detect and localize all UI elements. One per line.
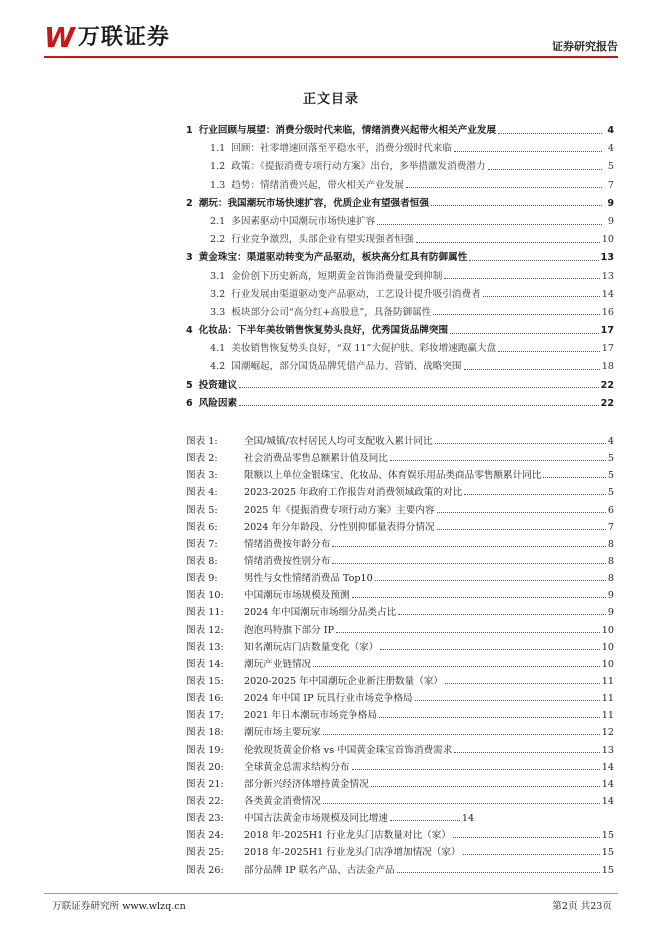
figure-title: 全国/城镇/农村居民人均可支配收入累计同比 <box>244 436 433 447</box>
figure-page: 4 <box>607 436 614 447</box>
figure-label: 图表 10: <box>186 590 224 602</box>
figure-entry[interactable] <box>186 793 614 810</box>
figure-title: 伦敦现货黄金价格 vs 中国黄金珠宝首饰消费需求 <box>244 744 453 756</box>
figure-page: 9 <box>607 590 614 602</box>
figure-entry[interactable] <box>186 742 614 759</box>
figure-entry[interactable] <box>186 776 614 793</box>
dot-leader <box>483 288 600 297</box>
footer-divider <box>44 893 618 894</box>
figure-title: 2025 年《提振消费专项行动方案》主要内容 <box>244 504 435 516</box>
dot-leader <box>332 555 606 564</box>
dot-leader <box>488 161 603 170</box>
toc-page: 9 <box>607 215 614 227</box>
figure-entry[interactable] <box>186 862 614 879</box>
figure-label: 图表 20: <box>186 761 224 773</box>
footer-source: 万联证券研究所 www.wlzq.cn <box>52 901 186 912</box>
toc-subsection[interactable] <box>186 340 614 358</box>
figure-title: 中国古法黄金市场规模及同比增速 <box>244 813 388 825</box>
figure-title: 2021 年日本潮玩市场竞争格局 <box>244 710 377 722</box>
dot-leader <box>239 379 599 388</box>
figure-title: 限额以上单位金银珠宝、化妆品、体育娱乐用品类商品零售额累计同比 <box>244 470 542 482</box>
figure-title: 潮玩产业链情况 <box>244 658 312 670</box>
dot-leader <box>444 270 599 279</box>
figure-page: 14 <box>601 795 614 807</box>
toc-page: 13 <box>601 270 614 282</box>
dot-leader <box>453 829 600 838</box>
figure-page: 8 <box>607 555 614 567</box>
figure-page: 15 <box>601 864 614 876</box>
toc-section[interactable] <box>186 122 614 140</box>
company-logo <box>44 21 170 54</box>
figure-label: 图表 5: <box>186 504 218 516</box>
logo-mark: W <box>44 21 74 54</box>
figure-label: 图表 19: <box>186 744 224 756</box>
toc-number: 4.2 <box>210 361 226 373</box>
figure-page: 11 <box>601 710 614 722</box>
dot-leader <box>416 234 600 243</box>
figure-entry[interactable] <box>186 587 614 604</box>
toc-subsection[interactable] <box>186 213 614 231</box>
toc-section[interactable] <box>186 377 614 395</box>
toc-page: 18 <box>601 361 614 373</box>
toc-page: 14 <box>601 288 614 300</box>
figure-entry[interactable] <box>186 827 614 844</box>
figure-page: 10 <box>601 658 614 670</box>
toc-subsection[interactable] <box>186 158 614 176</box>
figure-page: 8 <box>607 573 614 585</box>
toc-text: 回顾：社零增速回落至平稳水平，消费分级时代来临 <box>231 143 452 155</box>
toc-number: 4 <box>186 325 193 337</box>
toc-text: 政策：《提振消费专项行动方案》出台，多举措激发消费潜力 <box>231 161 486 173</box>
figure-entry[interactable] <box>186 810 614 827</box>
figure-title: 2020-2025 年中国潮玩企业新注册数量（家） <box>244 675 444 687</box>
dot-leader <box>379 709 600 718</box>
toc-section[interactable] <box>186 322 614 340</box>
figure-label: 图表 8: <box>186 555 218 567</box>
dot-leader <box>433 306 599 315</box>
dot-leader <box>543 469 605 478</box>
figure-entry[interactable] <box>186 707 614 724</box>
figure-title: 部分品牌 IP 联名产品、古法金产品 <box>244 864 395 876</box>
dot-leader <box>323 726 600 735</box>
figure-label: 图表 4: <box>186 487 218 499</box>
figure-entry[interactable] <box>186 502 614 519</box>
figure-label: 图表 22: <box>186 795 224 807</box>
figure-title: 2024 年分年龄段、分性别抑郁量表得分情况 <box>244 521 435 533</box>
figure-list <box>186 433 614 879</box>
toc-page: 7 <box>607 179 614 191</box>
figure-title: 2018 年-2025H1 行业龙头门店数量对比（家） <box>244 830 451 842</box>
toc-text: 化妆品：下半年美妆销售恢复势头良好，优秀国货品牌突围 <box>198 325 449 337</box>
figure-entry[interactable] <box>186 639 614 656</box>
figure-title: 男性与女性情绪消费品 Top10 <box>244 573 373 585</box>
toc-text: 国潮崛起，部分国货品牌凭借产品力、营销、战略突围 <box>231 361 462 373</box>
toc-page: 13 <box>600 252 614 264</box>
toc-number: 1.3 <box>210 179 226 191</box>
toc-page: 4 <box>607 143 614 155</box>
dot-leader <box>352 761 600 770</box>
dot-leader <box>397 864 600 873</box>
figure-page: 7 <box>607 521 614 533</box>
toc-text: 行业竞争激烈，头部企业有望实现强者恒强 <box>231 234 414 246</box>
toc-text: 趋势：情绪消费兴起，带火相关产业发展 <box>231 179 404 191</box>
dot-leader <box>371 778 600 787</box>
figure-page: 10 <box>601 641 614 653</box>
toc-text: 美妆销售恢复势头良好，“双 11”大促护肤、彩妆增速跑赢大盘 <box>231 343 497 355</box>
toc-text: 风险因素 <box>198 397 238 409</box>
toc-text: 金价创下历史新高，短期黄金首饰消费量受到抑制 <box>231 270 443 282</box>
dot-leader <box>336 624 600 633</box>
figure-title: 情绪消费按性别分布 <box>244 555 331 567</box>
toc-number: 3.1 <box>210 270 226 282</box>
dot-leader <box>464 486 606 495</box>
figure-label: 图表 2: <box>186 453 218 465</box>
figure-title: 2018 年-2025H1 行业龙头门店净增加情况（家） <box>244 847 461 859</box>
dot-leader <box>380 641 599 650</box>
dot-leader <box>437 504 606 513</box>
toc-text: 潮玩：我国潮玩市场快速扩容，优质企业有望强者恒强 <box>198 197 429 209</box>
figure-title: 中国潮玩市场规模及预测 <box>244 590 350 602</box>
dot-leader <box>464 361 600 370</box>
dot-leader <box>454 143 602 152</box>
figure-label: 图表 7: <box>186 538 218 550</box>
figure-page: 6 <box>607 504 614 516</box>
figure-entry[interactable] <box>186 450 614 467</box>
dot-leader <box>375 572 606 581</box>
figure-label: 图表 1: <box>186 436 218 447</box>
toc-section[interactable] <box>186 395 614 413</box>
toc-page: 4 <box>607 125 614 136</box>
figure-label: 图表 12: <box>186 624 224 636</box>
figure-entry[interactable] <box>186 844 614 861</box>
toc-title: 正文目录 <box>302 92 359 107</box>
dot-leader <box>390 452 606 461</box>
figure-entry[interactable] <box>186 553 614 570</box>
dot-leader <box>469 252 598 261</box>
toc-number: 3.2 <box>210 288 226 300</box>
toc-page: 22 <box>600 379 614 391</box>
figure-label: 图表 3: <box>186 470 218 482</box>
figure-label: 图表 14: <box>186 658 224 670</box>
toc-subsection[interactable] <box>186 268 614 286</box>
figure-entry[interactable] <box>186 759 614 776</box>
figure-page: 12 <box>601 727 614 739</box>
figure-title: 2023-2025 年政府工作报告对消费领域政策的对比 <box>244 487 463 499</box>
toc-page: 17 <box>600 325 614 337</box>
figure-label: 图表 16: <box>186 693 224 705</box>
figure-label: 图表 11: <box>186 607 224 619</box>
figure-label: 图表 24: <box>186 830 224 842</box>
figure-entry[interactable] <box>186 622 614 639</box>
dot-leader <box>406 179 602 188</box>
toc-subsection[interactable] <box>186 304 614 322</box>
dot-leader <box>390 812 460 821</box>
figure-page: 5 <box>607 487 614 499</box>
figure-title: 知名潮玩店门店数量变化（家） <box>244 641 379 653</box>
toc-text: 板块部分公司“高分红+高股息”，具备防御属性 <box>231 306 432 318</box>
toc-number: 2.2 <box>210 234 226 246</box>
toc-number: 3.3 <box>210 306 226 318</box>
figure-label: 图表 15: <box>186 675 224 687</box>
table-of-contents <box>186 122 614 413</box>
figure-title: 情绪消费按年龄分布 <box>244 538 331 550</box>
toc-number: 6 <box>186 397 193 409</box>
dot-leader <box>450 325 599 334</box>
figure-page: 14 <box>601 778 614 790</box>
toc-page: 16 <box>601 306 614 318</box>
dot-leader <box>435 435 606 444</box>
figure-title: 全球黄金总需求结构分布 <box>244 761 350 773</box>
figure-entry[interactable] <box>186 724 614 741</box>
toc-page: 5 <box>607 161 614 173</box>
figure-page: 5 <box>607 470 614 482</box>
dot-leader <box>323 795 600 804</box>
report-type: 证券研究报告 <box>552 40 618 53</box>
toc-number: 2.1 <box>210 215 226 227</box>
dot-leader <box>239 397 599 406</box>
figure-entry[interactable] <box>186 656 614 673</box>
toc-subsection[interactable] <box>186 286 614 304</box>
figure-title: 2024 年中国 IP 玩具行业市场竞争格局 <box>244 693 413 705</box>
toc-page: 10 <box>601 234 614 246</box>
dot-leader <box>398 606 606 615</box>
figure-page: 14 <box>601 761 614 773</box>
toc-subsection[interactable] <box>186 177 614 195</box>
dot-leader <box>377 216 602 225</box>
toc-number: 4.1 <box>210 343 226 355</box>
figure-label: 图表 18: <box>186 727 224 739</box>
figure-title: 部分新兴经济体增持黄金情况 <box>244 778 369 790</box>
figure-label: 图表 21: <box>186 778 224 790</box>
figure-entry[interactable] <box>186 467 614 484</box>
figure-title: 社会消费品零售总额累计值及同比 <box>244 453 388 465</box>
figure-page: 9 <box>607 607 614 619</box>
figure-entry[interactable] <box>186 570 614 587</box>
toc-text: 多因素驱动中国潮玩市场快速扩容 <box>231 215 376 227</box>
toc-text: 行业发展由渠道驱动变产品驱动，工艺设计提升吸引消费者 <box>231 288 481 300</box>
toc-number: 1 <box>186 125 193 136</box>
figure-page: 8 <box>607 538 614 550</box>
toc-number: 1.2 <box>210 161 226 173</box>
toc-number: 3 <box>186 252 193 264</box>
figure-title: 2024 年中国潮玩市场细分品类占比 <box>244 607 397 619</box>
logo-text: 万联证券 <box>77 25 170 50</box>
page-header <box>0 0 662 62</box>
toc-page: 22 <box>600 397 614 409</box>
dot-leader <box>463 846 600 855</box>
toc-number: 1.1 <box>210 143 226 155</box>
toc-section[interactable] <box>186 249 614 267</box>
figure-title: 泡泡玛特旗下部分 IP <box>244 624 335 636</box>
dot-leader <box>454 744 599 753</box>
dot-leader <box>313 658 600 667</box>
figure-title: 各类黄金消费情况 <box>244 795 321 807</box>
figure-page: 10 <box>601 624 614 636</box>
figure-label: 图表 9: <box>186 573 218 585</box>
toc-text: 投资建议 <box>198 379 238 391</box>
toc-subsection[interactable] <box>186 358 614 376</box>
figure-entry[interactable] <box>186 484 614 501</box>
page-number: 第2页 共23页 <box>552 901 612 912</box>
figure-entry[interactable] <box>186 673 614 690</box>
figure-entry[interactable] <box>186 604 614 621</box>
figure-page: 11 <box>601 675 614 687</box>
dot-leader <box>415 692 600 701</box>
figure-label: 图表 26: <box>186 864 224 876</box>
toc-number: 5 <box>186 379 193 391</box>
toc-page: 9 <box>607 197 614 209</box>
figure-label: 图表 17: <box>186 710 224 722</box>
figure-title: 潮玩市场主要玩家 <box>244 727 321 739</box>
figure-label: 图表 13: <box>186 641 224 653</box>
figure-page: 11 <box>601 693 614 705</box>
figure-entry[interactable] <box>186 536 614 553</box>
figure-page: 5 <box>607 453 614 465</box>
toc-subsection[interactable] <box>186 231 614 249</box>
dot-leader <box>431 197 602 206</box>
toc-section[interactable] <box>186 195 614 213</box>
figure-page: 13 <box>601 744 614 756</box>
header-divider <box>44 56 618 58</box>
dot-leader <box>437 521 606 530</box>
figure-entry[interactable] <box>186 690 614 707</box>
figure-label: 图表 6: <box>186 521 218 533</box>
figure-label: 图表 25: <box>186 847 224 859</box>
dot-leader <box>498 343 600 352</box>
figure-label: 图表 23: <box>186 813 224 825</box>
toc-page: 17 <box>601 343 614 355</box>
figure-entry[interactable] <box>186 433 614 450</box>
toc-text: 行业回顾与展望：消费分级时代来临，情绪消费兴起带火相关产业发展 <box>198 125 497 136</box>
figure-page: 15 <box>601 830 614 842</box>
dot-leader <box>498 125 602 134</box>
dot-leader <box>332 538 606 547</box>
dot-leader <box>445 675 600 684</box>
figure-page: 14 <box>461 813 475 825</box>
figure-page: 15 <box>601 847 614 859</box>
figure-entry[interactable] <box>186 519 614 536</box>
toc-subsection[interactable] <box>186 140 614 158</box>
toc-text: 黄金珠宝：渠道驱动转变为产品驱动，板块高分红具有防御属性 <box>198 252 468 264</box>
dot-leader <box>352 589 606 598</box>
toc-number: 2 <box>186 197 193 209</box>
